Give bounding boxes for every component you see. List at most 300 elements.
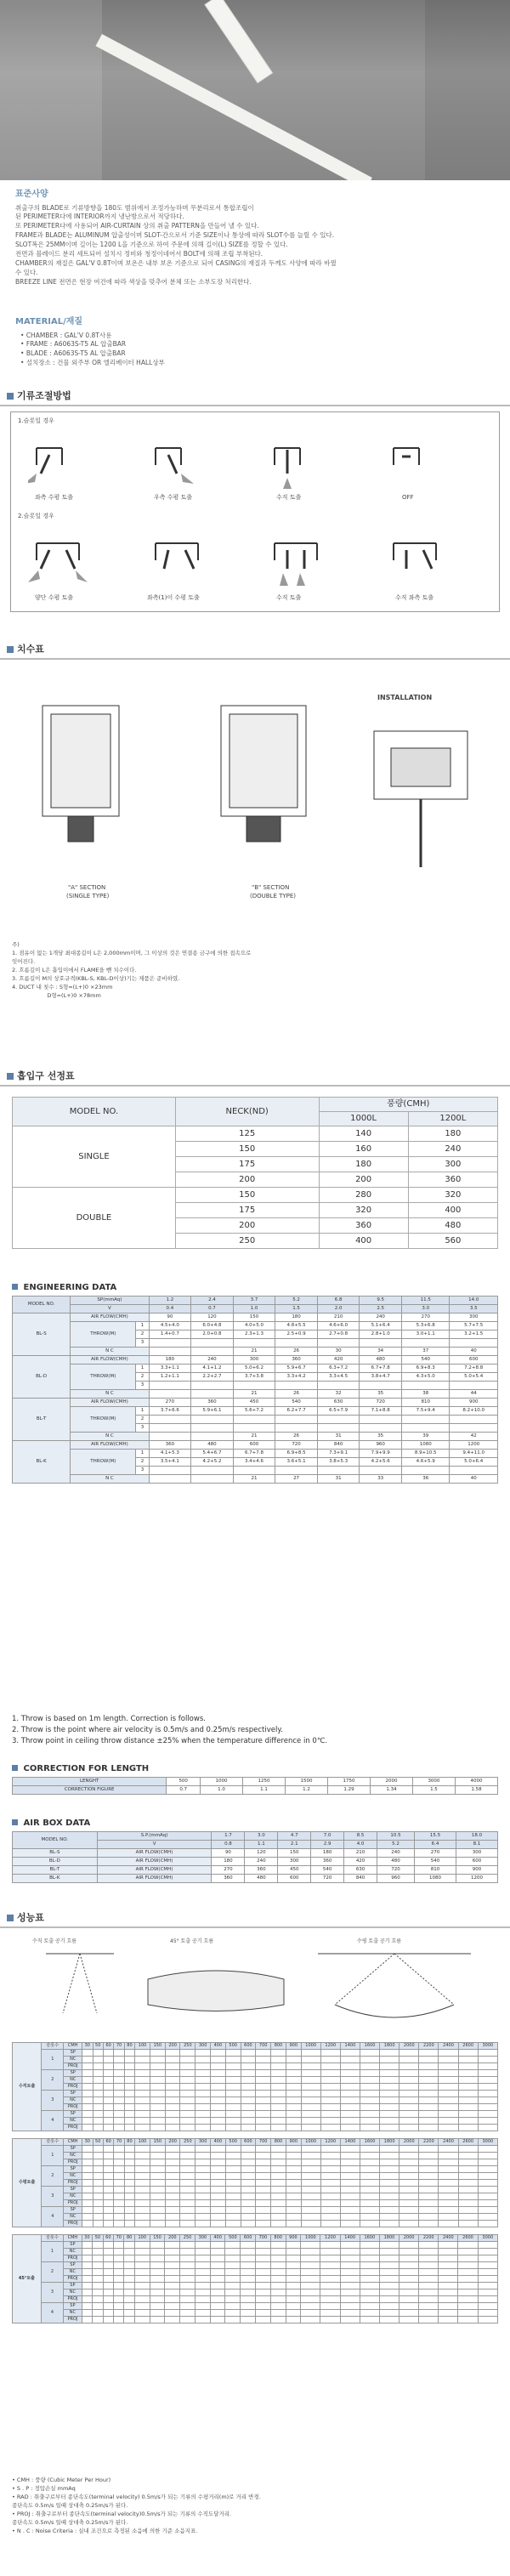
table-cell [320,2091,340,2097]
table-cell: 720 [377,1866,415,1875]
table-cell [301,2249,320,2255]
table-cell [180,2057,196,2063]
table-cell [478,2289,497,2296]
table-cell [478,2146,497,2153]
table-cell [135,2077,150,2084]
table-cell [135,2070,150,2077]
table-cell: 4 [42,2207,64,2227]
table-cell [340,2146,360,2153]
table-cell [379,2289,399,2296]
table-cell [114,2249,124,2255]
table-cell: 3000 [478,2043,497,2050]
table-cell [340,2057,360,2063]
table-cell: 300 [450,1314,498,1322]
table-cell [256,2242,271,2249]
table-cell [450,1416,498,1424]
table-cell [439,2242,458,2249]
table-cell [301,2111,320,2118]
airflow-title: 기류조절방법 [0,388,510,406]
correction-grid [12,1777,498,1795]
table-cell [458,2317,478,2324]
table-cell: 1.0 [201,1786,243,1795]
table-cell [210,2289,225,2296]
table-cell: SP [64,2091,82,2097]
table-cell [93,2187,103,2193]
table-cell: 400 [211,2043,226,2050]
table-cell [301,2050,320,2057]
table-cell: 9.4+11.0 [450,1450,498,1458]
table-cell [478,2118,497,2125]
table-cell [195,2262,210,2269]
table-cell: 1600 [360,2139,379,2146]
table-cell [256,2159,271,2166]
table-cell [458,2283,478,2289]
table-cell [419,2214,439,2221]
table-cell [400,2180,419,2187]
table-cell [320,2111,340,2118]
table-cell [150,2070,165,2077]
table-cell [196,2050,211,2057]
table-cell [225,2269,241,2276]
table-cell [82,2159,93,2166]
table-cell [256,2180,271,2187]
table-cell [150,2249,165,2255]
table-cell [458,2276,478,2283]
table-cell: 240 [191,1356,234,1365]
table-cell: N C [71,1433,149,1441]
table-cell [93,2193,103,2200]
table-cell [458,2221,478,2227]
table-cell: 2 [136,1416,149,1424]
table-cell: 3.0 [401,1305,449,1314]
table-cell [82,2104,93,2111]
table-cell [135,2207,150,2214]
table-cell [380,2125,400,2131]
table-cell [340,2180,360,2187]
table-cell [93,2063,103,2070]
table-cell [196,2063,211,2070]
table-cell [419,2317,439,2324]
table-cell [360,2262,379,2269]
table-cell [320,2187,340,2193]
table-cell [225,2180,241,2187]
table-cell [211,2084,226,2091]
table-cell [82,2276,92,2283]
section-a-label: "A" SECTION [68,884,106,891]
table-cell [195,2255,210,2262]
table-cell [458,2187,478,2193]
table-cell [286,2077,301,2084]
table-cell [439,2269,458,2276]
table-cell: 31 [317,1475,360,1484]
table-cell [114,2159,124,2166]
table-cell [301,2269,320,2276]
table-cell: AIR FLOW(CMH) [97,1866,212,1875]
table-cell [180,2283,196,2289]
table-cell [93,2283,103,2289]
table-cell [82,2296,92,2303]
table-cell: 2.0+0.8 [191,1331,234,1339]
table-cell: 7.3+9.1 [317,1450,360,1458]
performance-notes: • CMH : 풍량 (Cubic Meter Per Hour) • S . P : 정압손실 mmAq • RAD : 취출구로부터 종단속도(terminal velocity) 0.5m/s가 되는 기류의 수평거리(m)로 거리 반경. 종단속도 0.5m/s 일때 상대축 0.25m/s가 된다. • PROJ : 취출구로부터 종단속도(terminal velocity)0.5m/s가 되는 기류의 수직도달거리. 종단속도 0.5m/s 일때 상대축 0.25m/s가 된다. • N . C : Noise Criteria : 실내 조건으로 측정된 소음에 의한 기준 소음지표. [12,2477,261,2535]
table-cell [114,2187,124,2193]
table-cell [256,2187,271,2193]
table-cell [419,2276,439,2283]
table-cell: 210 [344,1849,377,1858]
table-cell [196,2207,211,2214]
table-cell: 26 [275,1348,318,1356]
flow-label: 수직 토출 [276,494,302,501]
table-cell: 1 [136,1322,149,1331]
table-cell [93,2104,103,2111]
table-cell [225,2159,241,2166]
table-cell [439,2249,458,2255]
table-cell: 45°토출 [13,2235,42,2324]
table-cell [210,2276,225,2283]
notes-head: 주) [12,941,20,948]
table-cell [439,2084,458,2091]
table-cell [225,2221,241,2227]
table-cell [103,2153,113,2159]
table-cell [82,2317,92,2324]
table-cell: BL-K [13,1441,71,1484]
table-cell: 100 [135,2139,150,2146]
table-cell [241,2084,256,2091]
table-cell [271,2173,286,2180]
table-cell: 7.5+9.4 [401,1407,449,1416]
table-cell [150,2050,165,2057]
table-cell [82,2193,93,2200]
table-cell [340,2166,360,2173]
table-cell [233,1416,275,1424]
table-cell [196,2070,211,2077]
table-cell [340,2296,360,2303]
table-cell [196,2077,211,2084]
table-cell [301,2242,320,2249]
table-cell [458,2303,478,2310]
table-cell: 3.6+5.1 [275,1458,318,1467]
table-cell [180,2084,196,2091]
table-cell [320,2200,340,2207]
table-cell [196,2200,211,2207]
table-cell [134,2262,150,2269]
table-cell [340,2303,360,2310]
table-cell: 14.0 [450,1297,498,1305]
table-cell [241,2187,256,2193]
table-cell [165,2057,180,2063]
table-cell: 360 [311,1858,344,1866]
table-cell [93,2207,103,2214]
col-model: MODEL NO. [13,1098,176,1126]
table-cell: 슬롯수 [42,2043,64,2050]
table-cell [400,2146,419,2153]
table-cell: 4.6+6.0 [317,1322,360,1331]
spec-line: 또 PERIMETER다에 사용되어 AIR-CURTAIN 상의 취출 PATTERN을 만들어 낼 수 있다. [15,222,259,230]
table-cell [360,2303,379,2310]
table-cell: 120 [191,1314,234,1322]
table-cell [340,2262,360,2269]
table-cell [301,2193,320,2200]
table-cell [165,2249,180,2255]
table-cell [256,2153,271,2159]
table-cell [458,2269,478,2276]
table-cell: 3 [42,2187,64,2207]
table-cell [150,2146,165,2153]
table-cell [165,2276,180,2283]
table-cell: 4.0+5.0 [233,1322,275,1331]
table-cell [150,2200,165,2207]
table-cell [135,2104,150,2111]
table-cell [360,2193,379,2200]
fig-label: 수평 토출 공기 흐름 [357,1938,402,1944]
table-cell [286,2173,301,2180]
table-cell [271,2207,286,2214]
table-cell [360,2180,379,2187]
table-cell: CMH [64,2235,82,2242]
table-cell [149,1416,191,1424]
table-cell: NC [64,2310,82,2317]
table-cell [149,1475,191,1484]
table-cell: SP [64,2146,82,2153]
table-cell: 420 [344,1858,377,1866]
table-cell [286,2063,301,2070]
table-cell: 700 [256,2139,271,2146]
table-cell: 600 [278,1875,311,1883]
table-cell [196,2091,211,2097]
table-cell [320,2070,340,2077]
table-cell [93,2057,103,2063]
table-cell [180,2289,196,2296]
table-cell: NC [64,2153,82,2159]
table-cell: 100 [135,2043,150,2050]
table-cell [360,2214,379,2221]
table-cell [210,2269,225,2276]
table-cell [400,2193,419,2200]
table-cell [450,1339,498,1348]
table-cell: 5.0+5.4 [450,1373,498,1382]
table-cell: 600 [233,1441,275,1450]
table-cell: 1400 [340,2139,360,2146]
table-cell [301,2125,320,2131]
table-cell [124,2249,134,2255]
table-cell: 800 [271,2139,286,2146]
table-cell [93,2276,103,2283]
table-cell [180,2200,196,2207]
table-cell [380,2097,400,2104]
table-cell [478,2310,497,2317]
table-cell [478,2276,497,2283]
table-cell [103,2084,113,2091]
table-cell [458,2070,478,2077]
table-cell [124,2125,134,2131]
table-cell [270,2262,286,2269]
install-label: INSTALLATION [377,694,433,701]
table-cell [93,2269,103,2276]
table-cell [320,2050,340,2057]
table-cell [82,2214,93,2221]
table-cell [271,2187,286,2193]
table-cell [340,2173,360,2180]
table-cell [400,2084,419,2091]
table-cell [419,2091,439,2097]
table-cell [180,2221,196,2227]
table-cell [379,2255,399,2262]
table-cell [135,2159,150,2166]
table-cell [286,2276,301,2283]
table-cell [103,2091,113,2097]
table-cell [196,2097,211,2104]
table-cell [256,2070,271,2077]
table-cell: PROJ [64,2276,82,2283]
table-cell [401,1467,449,1475]
table-cell [93,2153,103,2159]
table-cell: 30 [317,1348,360,1356]
table-cell [225,2207,241,2214]
table-cell [165,2118,180,2125]
table-cell [439,2146,458,2153]
table-cell [271,2166,286,2173]
table-cell: 360 [275,1356,318,1365]
table-cell [196,2057,211,2063]
table-cell [93,2166,103,2173]
table-cell: 60 [103,2235,113,2242]
table-cell [270,2276,286,2283]
flow-label: 좌측(1)이 수평 토출 [147,594,200,601]
table-cell [82,2269,92,2276]
table-cell [103,2118,113,2125]
table-cell [103,2146,113,2153]
table-cell [458,2262,478,2269]
section-b-label: "B" SECTION [252,884,290,891]
table-cell [256,2296,271,2303]
table-cell [270,2303,286,2310]
table-cell [82,2166,93,2173]
table-cell [180,2077,196,2084]
table-cell [340,2242,360,2249]
note-line: 2. 흐름깊이 L은 흡입이에서 FLAME을 뺀 치수이다. [12,967,137,974]
table-cell [82,2249,92,2255]
table-cell: 3.5+4.1 [149,1458,191,1467]
table-cell [286,2104,301,2111]
table-cell [286,2166,301,2173]
table-cell: 44 [450,1390,498,1399]
case1-label: 1.슬롯일 경우 [18,417,54,424]
table-cell [458,2193,478,2200]
table-cell [360,1424,402,1433]
table-cell [103,2166,113,2173]
table-cell: 6.7+7.8 [233,1450,275,1458]
table-cell: 35 [360,1433,402,1441]
table-cell [340,2104,360,2111]
table-cell [93,2084,103,2091]
table-cell [103,2050,113,2057]
table-cell: PROJ [64,2180,82,2187]
table-cell [400,2125,419,2131]
table-cell [400,2262,419,2269]
table-cell [180,2262,196,2269]
table-cell: 600 [456,1858,497,1866]
table-cell [103,2125,113,2131]
table-cell [478,2221,497,2227]
table-cell: 600 [241,2139,256,2146]
table-cell: 360 [191,1399,234,1407]
table-cell [478,2180,497,2187]
table-cell [225,2283,241,2289]
table-cell: BL-D [13,1356,71,1399]
table-cell [439,2296,458,2303]
table-cell: 150 [150,2043,165,2050]
table-cell [150,2276,165,2283]
table-cell [124,2166,134,2173]
table-cell [196,2111,211,2118]
table-cell: 37 [401,1348,449,1356]
table-cell [93,2317,103,2324]
table-cell: 4.1+1.2 [191,1365,234,1373]
table-cell [458,2084,478,2091]
table-cell [149,1467,191,1475]
table-cell [211,2097,226,2104]
table-cell: 360 [245,1866,278,1875]
table-cell [134,2276,150,2283]
table-cell [419,2303,439,2310]
table-cell [301,2118,320,2125]
airflow-case2-figures [28,526,487,594]
table-cell [286,2283,301,2289]
table-cell [275,1416,318,1424]
table-cell [93,2118,103,2125]
engineering-notes: 1. Throw is based on 1m length. Correction is follows. 2. Throw is the point where air velocity is 0.5m/s and 0.25m/s respectively. 3. Throw point in ceiling throw distance ±25% when the temperature difference in 0℃. [12,1715,328,1745]
performance-grid [12,2234,498,2324]
table-cell: 900 [450,1399,498,1407]
table-cell [256,2125,271,2131]
table-cell [478,2242,497,2249]
table-cell: 0.7 [167,1786,201,1795]
table-cell: AIR FLOW(CMH) [71,1356,149,1365]
table-cell [458,2180,478,2187]
performance-title: 성능표 [0,1909,510,1928]
table-cell [191,1467,234,1475]
table-cell [124,2111,134,2118]
table-cell [150,2296,165,2303]
table-cell [419,2242,439,2249]
table-cell [134,2310,150,2317]
table-cell [317,1339,360,1348]
table-cell [195,2269,210,2276]
table-cell [458,2249,478,2255]
table-cell [82,2303,92,2310]
table-cell: 1 [42,2050,64,2070]
table-cell: 6.2+7.7 [275,1407,318,1416]
table-cell: 26 [275,1390,318,1399]
table-cell: 27 [275,1475,318,1484]
table-cell: NC [64,2249,82,2255]
table-cell [93,2200,103,2207]
table-cell [165,2097,180,2104]
table-cell: 2400 [439,2139,458,2146]
table-cell [103,2296,113,2303]
table-cell [340,2310,360,2317]
table-cell [256,2262,271,2269]
table-cell: 6.4 [414,1841,456,1849]
table-cell [340,2118,360,2125]
table-cell [211,2166,226,2173]
table-cell [93,2180,103,2187]
table-cell: 30 [82,2043,93,2050]
table-cell [380,2063,400,2070]
table-cell [301,2063,320,2070]
table-cell [439,2187,458,2193]
table-cell: 500 [225,2043,241,2050]
